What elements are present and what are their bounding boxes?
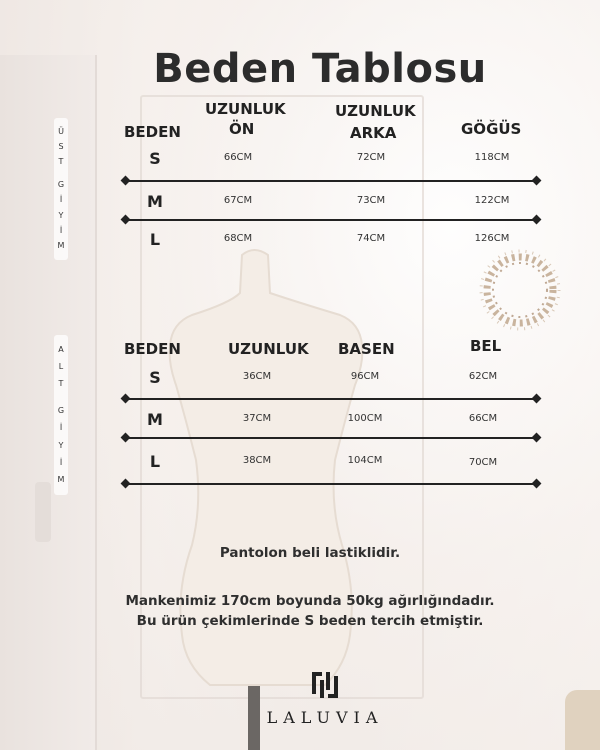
lower-row-hip: 104CM bbox=[347, 455, 383, 466]
lower-row-waist: 66CM bbox=[468, 413, 498, 424]
lower-row-hip: 96CM bbox=[350, 371, 380, 382]
upper-row-front: 68CM bbox=[223, 233, 253, 244]
upper-header-size: BEDEN bbox=[124, 123, 181, 141]
background-door bbox=[0, 55, 97, 750]
brand-logo-icon bbox=[310, 670, 340, 700]
upper-header-chest: GÖĞÜS bbox=[461, 120, 522, 138]
lower-row-waist: 70CM bbox=[468, 457, 498, 468]
lower-row-size: M bbox=[147, 410, 163, 429]
basket bbox=[565, 690, 600, 750]
lower-row-length: 38CM bbox=[242, 455, 272, 466]
upper-header-length-back-line1: UZUNLUK bbox=[335, 102, 416, 120]
upper-row-chest: 126CM bbox=[474, 233, 510, 244]
lower-header-waist: BEL bbox=[470, 337, 502, 355]
upper-row-back: 73CM bbox=[356, 195, 386, 206]
upper-row-size: S bbox=[149, 149, 161, 168]
door-handle bbox=[35, 482, 51, 542]
upper-wear-side-label: Ü S T G İ Y İ M bbox=[54, 118, 68, 260]
note-elastic-waist: Pantolon beli lastiklidir. bbox=[219, 545, 401, 561]
brand-name: LALUVIA bbox=[266, 708, 384, 727]
table-divider bbox=[126, 437, 536, 439]
upper-header-length-back-line2: ARKA bbox=[350, 124, 397, 142]
upper-row-chest: 122CM bbox=[474, 195, 510, 206]
table-divider bbox=[126, 219, 536, 221]
table-divider bbox=[126, 398, 536, 400]
lower-header-hip: BASEN bbox=[338, 340, 395, 358]
lower-row-size: S bbox=[149, 368, 161, 387]
lower-header-size: BEDEN bbox=[124, 340, 181, 358]
note-model-size: Bu ürün çekimlerinde S beden tercih etmiştir. bbox=[136, 613, 484, 629]
dried-flower-wreath bbox=[468, 238, 572, 342]
table-divider bbox=[126, 180, 536, 182]
upper-header-length-front-line1: UZUNLUK bbox=[205, 100, 286, 118]
upper-row-back: 74CM bbox=[356, 233, 386, 244]
lower-row-waist: 62CM bbox=[468, 371, 498, 382]
upper-row-size: M bbox=[147, 192, 163, 211]
upper-row-size: L bbox=[149, 230, 161, 249]
lower-header-length: UZUNLUK bbox=[228, 340, 309, 358]
note-model-measurements: Mankenimiz 170cm boyunda 50kg ağırlığındadır. bbox=[125, 593, 495, 609]
table-divider bbox=[126, 483, 536, 485]
upper-row-front: 67CM bbox=[223, 195, 253, 206]
lower-row-length: 36CM bbox=[242, 371, 272, 382]
lower-row-size: L bbox=[149, 452, 161, 471]
upper-row-back: 72CM bbox=[356, 152, 386, 163]
mannequin bbox=[150, 245, 380, 750]
upper-row-chest: 118CM bbox=[474, 152, 510, 163]
upper-header-length-front-line2: ÖN bbox=[229, 120, 255, 138]
upper-row-front: 66CM bbox=[223, 152, 253, 163]
page-title: Beden Tablosu bbox=[153, 46, 487, 92]
lower-row-length: 37CM bbox=[242, 413, 272, 424]
lower-row-hip: 100CM bbox=[347, 413, 383, 424]
lower-wear-side-label: A L T G İ Y İ M bbox=[54, 335, 68, 495]
